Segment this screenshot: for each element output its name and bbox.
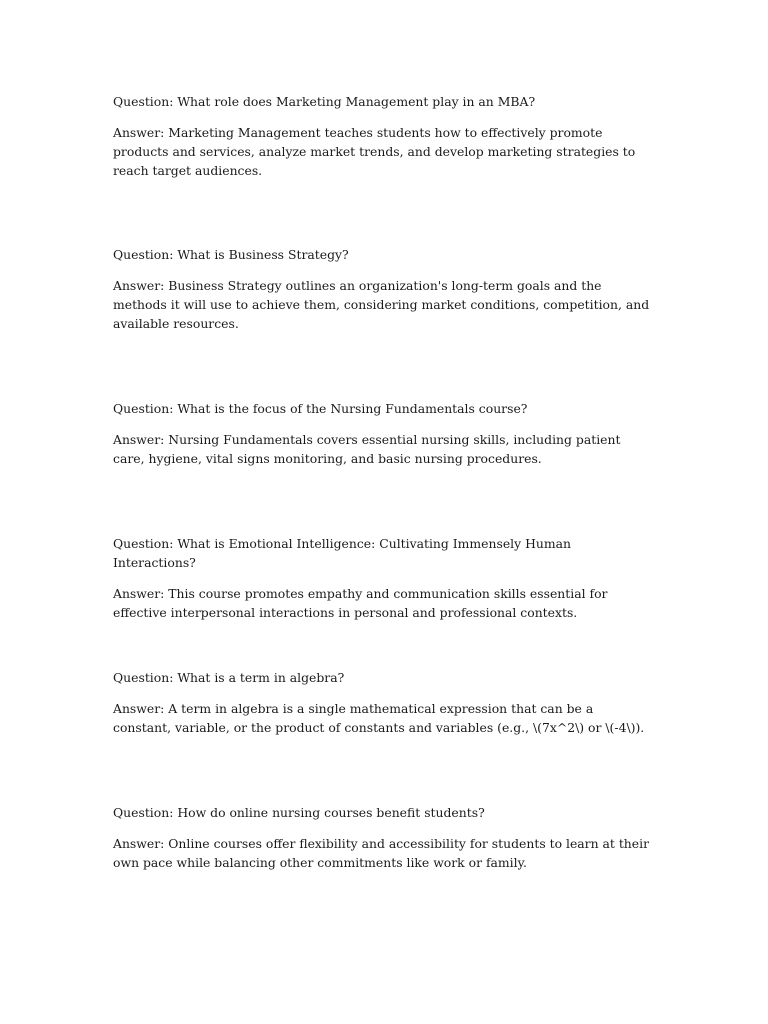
answer-text: Answer: A term in algebra is a single mathematical expression that can be a constant, variable, or the product of constants and variables (e.g., \(7x^2\) or \(-4\)). — [113, 701, 645, 735]
answer-text: Answer: Marketing Management teaches students how to effectively promote products and services, analyze market trends, and develop marketing strategies to reach target audiences. — [113, 125, 636, 178]
question-text: Question: What is the focus of the Nursing Fundamentals course? — [113, 401, 528, 416]
answer-text: Answer: Online courses offer flexibility and accessibility for students to learn at their own pace while balancing other commitments like work or family. — [113, 836, 649, 870]
question-text: Question: How do online nursing courses benefit students? — [113, 805, 485, 820]
answer-text: Answer: Business Strategy outlines an organization's long-term goals and the methods it will use to achieve them, considering market conditions, competition, and available resources. — [113, 278, 650, 331]
question-text: Question: What is Emotional Intelligence: Cultivating Immensely Human Interactions? — [113, 536, 571, 570]
answer-text: Answer: Nursing Fundamentals covers essential nursing skills, including patient care, hygiene, vital signs monitoring, and basic nursing procedures. — [113, 432, 621, 466]
question-text: Question: What is a term in algebra? — [113, 670, 345, 685]
qa-block-3 — [113, 399, 653, 468]
qa-block-5 — [113, 668, 653, 737]
qa-block-1 — [113, 92, 653, 180]
qa-block-2 — [113, 245, 653, 333]
question-text: Question: What role does Marketing Management play in an MBA? — [113, 94, 536, 109]
qa-block-6 — [113, 803, 653, 872]
answer-text: Answer: This course promotes empathy and communication skills essential for effective interpersonal interactions in personal and professional contexts. — [113, 586, 608, 620]
qa-block-4 — [113, 534, 653, 622]
question-text: Question: What is Business Strategy? — [113, 247, 349, 262]
